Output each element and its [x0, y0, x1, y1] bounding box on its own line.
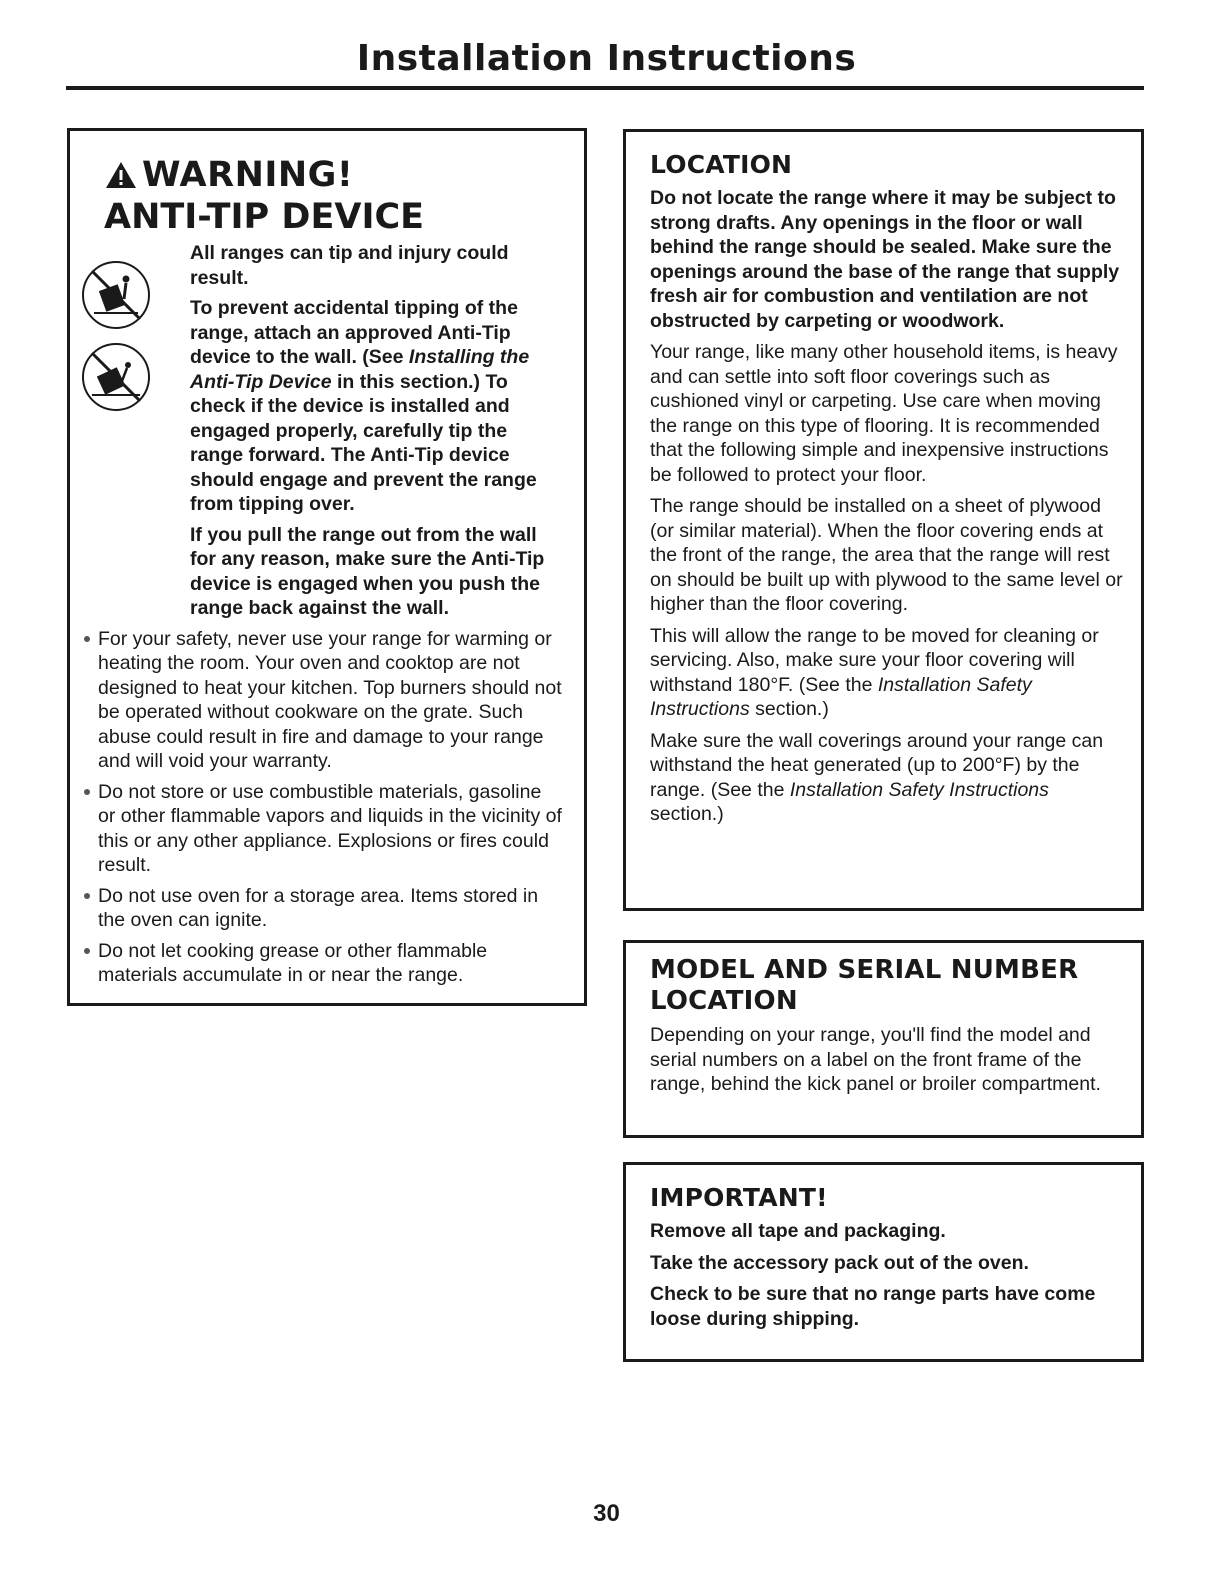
page-title: Installation Instructions [356, 38, 857, 79]
tip-icons [80, 259, 176, 423]
warning-triangle-icon [104, 160, 138, 190]
model-serial-box [623, 940, 1144, 1138]
safety-bullet-list [98, 627, 564, 988]
anti-tip-reengage: If you pull the range out from the wall for any reason, make sure the Anti-Tip device is engaged when you push the range back against the wall. [190, 523, 545, 619]
important-box [623, 1162, 1144, 1362]
tipping-child-icon [80, 341, 152, 413]
anti-tip-intro: All ranges can tip and injury could result. [190, 242, 509, 289]
warning-box [67, 128, 587, 1006]
location-wall-para: Make sure the wall coverings around your range can withstand the heat generated (up to 200°F) by the range. (See the Installation Safety Instructions section.) [650, 729, 1104, 825]
tipping-hazard-icon [80, 259, 152, 331]
warning-heading [104, 155, 564, 195]
page-number: 30 [593, 1500, 620, 1527]
important-line: Take the accessory pack out of the oven. [650, 1251, 1029, 1274]
important-line: Remove all tape and packaging. [650, 1220, 946, 1242]
location-floor-para: Your range, like many other household items, is heavy and can settle into soft floor coverings such as cushioned vinyl or carpeting. Use care when moving the range on this type of flooring. It is recommended that the following simple and inexpensive instructions be followed to protect your floor. [650, 341, 1118, 486]
anti-tip-instructions: To prevent accidental tipping of the range, attach an approved Anti-Tip device to the wall. (See Installing the Anti-Tip Device in this section.) To check if the device is installed and engaged properly, carefully tip the range forward. The Anti-Tip device should engage and prevent the range from tipping over. [190, 297, 537, 515]
location-heading: LOCATION [650, 150, 793, 179]
location-box [623, 129, 1144, 911]
warning-title: WARNING! [142, 155, 354, 195]
anti-tip-text [190, 241, 564, 621]
list-item: For your safety, never use your range for warming or heating the room. Your oven and cooktop are not designed to heat your kitchen. Top burners should not be operated without cookware on the grate. Such abuse could result in fire and damage to your range and will void your warranty. [90, 627, 564, 774]
list-item: Do not let cooking grease or other flammable materials accumulate in or near the range. [90, 939, 564, 988]
model-serial-heading: MODEL AND SERIAL NUMBER LOCATION [650, 955, 1079, 1016]
list-item: Do not use oven for a storage area. Items stored in the oven can ignite. [90, 884, 564, 933]
location-draft-warning: Do not locate the range where it may be subject to strong drafts. Any openings in the floor or wall behind the range should be sealed. Make sure the openings around the base of the range that supply fresh air for combustion and ventilation are not obstructed by carpeting or woodwork. [650, 187, 1120, 332]
anti-tip-title: ANTI-TIP DEVICE [104, 197, 425, 237]
model-serial-para: Depending on your range, you'll find the model and serial numbers on a label on the front frame of the range, behind the kick panel or broiler compartment. [650, 1024, 1101, 1095]
important-heading: IMPORTANT! [650, 1183, 828, 1212]
title-rule [66, 86, 1144, 90]
location-moving-para: This will allow the range to be moved for cleaning or servicing. Also, make sure your floor covering will withstand 180°F. (See the Installation Safety Instructions section.) [650, 624, 1099, 720]
list-item: Do not store or use combustible materials, gasoline or other flammable vapors and liquids in the vicinity of this or any other appliance. Explosions or fires could result. [90, 780, 564, 878]
important-line: Check to be sure that no range parts have come loose during shipping. [650, 1283, 1096, 1330]
location-plywood-para: The range should be installed on a sheet of plywood (or similar material). When the floor covering ends at the front of the range, the area that the range will rest on should be built up with plywood to the same level or higher than the floor covering. [650, 495, 1123, 615]
